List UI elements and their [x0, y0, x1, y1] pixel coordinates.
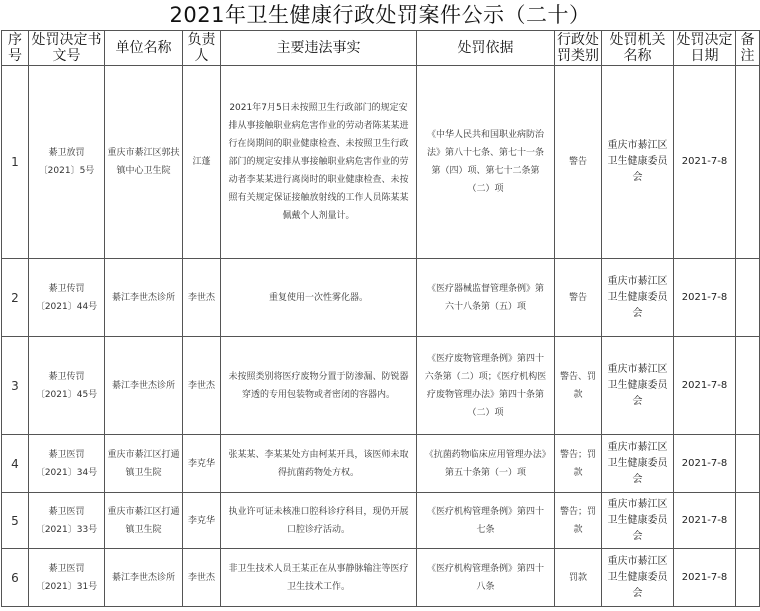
- cell-doc-no: 綦卫传罚〔2021〕44号: [29, 259, 105, 337]
- cell-facts: 未按照类别将医疗废物分置于防渗漏、防锐器穿透的专用包装物或者密闭的容器内。: [221, 337, 417, 435]
- header-remark: 备注: [736, 31, 760, 66]
- cell-date: 2021-7-8: [674, 435, 736, 493]
- cell-facts: 重复使用一次性雾化器。: [221, 259, 417, 337]
- header-seq: 序号: [2, 31, 29, 66]
- table-row: [2, 493, 760, 549]
- cell-basis: 《医疗机构管理条例》第四十八条: [417, 549, 555, 607]
- cell-type: 警告: [555, 66, 602, 259]
- header-unit: 单位名称: [105, 31, 183, 66]
- cell-type: 警告: [555, 259, 602, 337]
- cell-doc-no: 綦卫医罚〔2021〕34号: [29, 435, 105, 493]
- cell-doc-no: 綦卫传罚〔2021〕45号: [29, 337, 105, 435]
- cell-type: 罚款: [555, 549, 602, 607]
- header-row: [2, 31, 760, 66]
- cell-facts: 2021年7月5日未按照卫生行政部门的规定安排从事接触职业病危害作业的劳动者陈某某进行在岗期间的职业健康检查、未按照卫生行政部门的规定安排从事接触职业病危害作业的劳动者李某某进行离岗时的职业健康检查、未按照有关规定保证接触放射线的工作人员陈某某佩戴个人剂量计。: [221, 66, 417, 259]
- penalty-table: [1, 30, 760, 607]
- cell-org: 重庆市綦江区卫生健康委员会: [602, 66, 674, 259]
- header-type: 行政处罚类别: [555, 31, 602, 66]
- table-row: [2, 259, 760, 337]
- cell-type: 警告；罚款: [555, 493, 602, 549]
- cell-basis: 《医疗器械监督管理条例》第六十八条第（五）项: [417, 259, 555, 337]
- cell-facts: 非卫生技术人员王某正在从事静脉输注等医疗卫生技术工作。: [221, 549, 417, 607]
- cell-seq: 4: [2, 435, 29, 493]
- cell-date: 2021-7-8: [674, 337, 736, 435]
- cell-seq: 1: [2, 66, 29, 259]
- cell-person: 李克华: [183, 493, 221, 549]
- table-row: [2, 549, 760, 607]
- cell-type: 警告；罚款: [555, 435, 602, 493]
- cell-unit: 綦江李世杰诊所: [105, 259, 183, 337]
- cell-doc-no: 綦卫医罚〔2021〕31号: [29, 549, 105, 607]
- cell-unit: 綦江李世杰诊所: [105, 549, 183, 607]
- cell-org: 重庆市綦江区卫生健康委员会: [602, 493, 674, 549]
- cell-seq: 2: [2, 259, 29, 337]
- cell-facts: 执业许可证未核准口腔科诊疗科目，现仍开展口腔诊疗活动。: [221, 493, 417, 549]
- cell-basis: 《医疗废物管理条例》第四十六条第（二）项；《医疗机构医疗废物管理办法》第四十条第（二）项: [417, 337, 555, 435]
- cell-remark: [736, 493, 760, 549]
- cell-doc-no: 綦卫放罚〔2021〕5号: [29, 66, 105, 259]
- cell-seq: 5: [2, 493, 29, 549]
- cell-date: 2021-7-8: [674, 259, 736, 337]
- cell-type: 警告、罚款: [555, 337, 602, 435]
- cell-date: 2021-7-8: [674, 549, 736, 607]
- cell-basis: 《中华人民共和国职业病防治法》第八十七条、第七十一条第（四）项、第七十二条第（二）项: [417, 66, 555, 259]
- header-basis: 处罚依据: [417, 31, 555, 66]
- cell-date: 2021-7-8: [674, 493, 736, 549]
- cell-org: 重庆市綦江区卫生健康委员会: [602, 337, 674, 435]
- cell-person: 李克华: [183, 435, 221, 493]
- header-date: 处罚决定日期: [674, 31, 736, 66]
- cell-remark: [736, 259, 760, 337]
- table-row: [2, 435, 760, 493]
- table-row: [2, 337, 760, 435]
- cell-org: 重庆市綦江区卫生健康委员会: [602, 549, 674, 607]
- cell-person: 李世杰: [183, 259, 221, 337]
- cell-unit: 綦江李世杰诊所: [105, 337, 183, 435]
- cell-person: 李世杰: [183, 337, 221, 435]
- cell-basis: 《抗菌药物临床应用管理办法》第五十条第（一）项: [417, 435, 555, 493]
- cell-remark: [736, 549, 760, 607]
- cell-remark: [736, 66, 760, 259]
- cell-org: 重庆市綦江区卫生健康委员会: [602, 259, 674, 337]
- cell-unit: 重庆市綦江区打通镇卫生院: [105, 435, 183, 493]
- cell-facts: 张某某、李某某处方由柯某开具，该医师未取得抗菌药物处方权。: [221, 435, 417, 493]
- header-org: 处罚机关名称: [602, 31, 674, 66]
- cell-date: 2021-7-8: [674, 66, 736, 259]
- header-person: 负责人: [183, 31, 221, 66]
- cell-doc-no: 綦卫医罚〔2021〕33号: [29, 493, 105, 549]
- cell-remark: [736, 435, 760, 493]
- cell-person: 江蓬: [183, 66, 221, 259]
- header-doc-no: 处罚决定书文号: [29, 31, 105, 66]
- cell-unit: 重庆市綦江区打通镇卫生院: [105, 493, 183, 549]
- cell-seq: 3: [2, 337, 29, 435]
- cell-seq: 6: [2, 549, 29, 607]
- cell-person: 李世杰: [183, 549, 221, 607]
- table-row: [2, 66, 760, 259]
- header-facts: 主要违法事实: [221, 31, 417, 66]
- cell-remark: [736, 337, 760, 435]
- page-title: 2021年卫生健康行政处罚案件公示（二十）: [169, 3, 591, 27]
- cell-org: 重庆市綦江区卫生健康委员会: [602, 435, 674, 493]
- cell-unit: 重庆市綦江区郭扶镇中心卫生院: [105, 66, 183, 259]
- cell-basis: 《医疗机构管理条例》第四十七条: [417, 493, 555, 549]
